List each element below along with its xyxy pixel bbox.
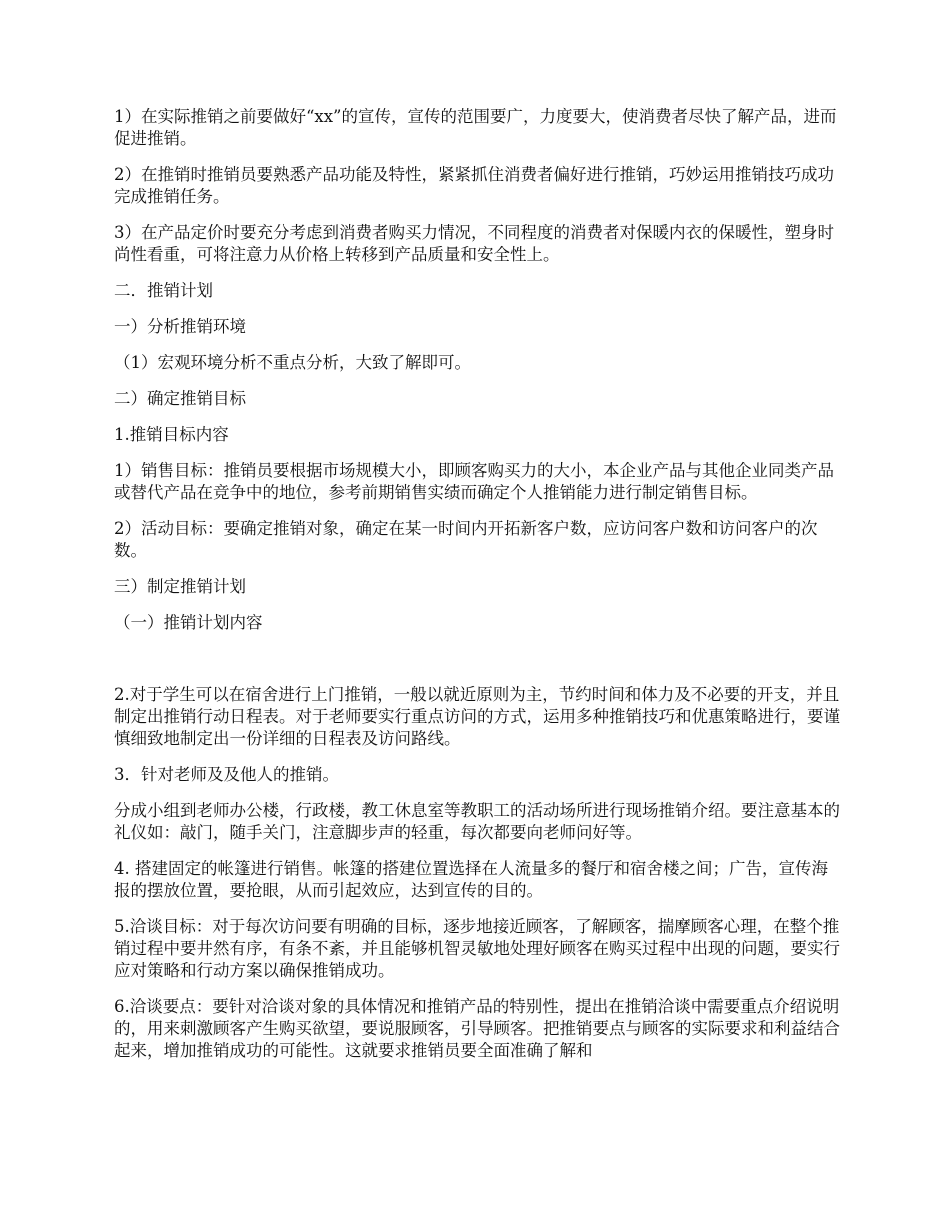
paragraph-pricing: 3）在产品定价时要充分考虑到消费者购买力情况，不同程度的消费者对保暖内衣的保暖性，塑身时尚性看重，可将注意力从价格上转移到产品质量和安全性上。 [114,223,834,264]
paragraph-activity-target: 2）活动目标：要确定推销对象，确定在某一时间内开拓新客户数，应访问客户数和访问客户的次数。 [114,519,818,560]
paragraph-sales-target: 1）销售目标：推销员要根据市场规模大小，即顾客购买力的大小，本企业产品与其他企业同类产品或替代产品在竞争中的地位，参考前期销售实绩而确定个人推销能力进行制定销售目标。 [114,461,834,502]
paragraph-negotiation-points: 6.洽谈要点：要针对洽谈对象的具体情况和推销产品的特别性，提出在推销洽谈中需要重点介绍说明的，用来刺激顾客产生购买欲望，要说服顾客，引导顾客。把推销要点与顾客的实际要求和利益结合起来，增加推销成功的可能性。这就要求推销员要全面准确了解和 [114,997,840,1060]
subsection-heading-targets: 二）确定推销目标 [114,389,246,408]
paragraph-promotion: 1）在实际推销之前要做好“xx”的宣传，宣传的范围要广，力度要大，使消费者尽快了解产品，进而促进推销。 [114,107,837,148]
subsection-heading-plan: 三）制定推销计划 [114,577,246,596]
blank-space [114,648,842,684]
paragraph-student-sales: 2.对于学生可以在宿舍进行上门推销，一般以就近原则为主，节约时间和体力及不必要的开支，并且制定出推销行动日程表。对于老师要实行重点访问的方式，运用多种推销技巧和优惠策略进行，要谨慎细致地制定出一份详细的日程表及访问路线。 [114,685,840,748]
paragraph-tent-sales: 4. 搭建固定的帐篷进行销售。帐篷的搭建位置选择在人流量多的餐厅和宿舍楼之间；广告，宣传海报的摆放位置，要抢眼，从而引起效应，达到宣传的目的。 [114,859,828,900]
paragraph-macro-environment: （1）宏观环境分析不重点分析，大致了解即可。 [114,353,471,372]
paragraph-teacher-sales-heading: 3．针对老师及及他人的推销。 [114,765,339,784]
paragraph-negotiation-goals: 5.洽谈目标：对于每次访问要有明确的目标，逐步地接近顾客，了解顾客，揣摩顾客心理，在整个推销过程中要井然有序，有条不紊，并且能够机智灵敏地处理好顾客在购买过程中出现的问题，要实行应对策略和行动方案以确保推销成功。 [114,917,840,980]
document-body [114,106,842,1076]
heading-plan-content: （一）推销计划内容 [114,613,263,632]
paragraph-office-visits: 分成小组到老师办公楼，行政楼，教工休息室等教职工的活动场所进行现场推销介绍。要注意基本的礼仪如：敲门，随手关门，注意脚步声的轻重，每次都要向老师问好等。 [114,801,840,842]
subsection-heading-environment: 一）分析推销环境 [114,317,246,336]
heading-target-content: 1.推销目标内容 [114,425,229,444]
paragraph-product-knowledge: 2）在推销时推销员要熟悉产品功能及特性，紧紧抓住消费者偏好进行推销，巧妙运用推销技巧成功完成推销任务。 [114,165,834,206]
section-heading-sales-plan: 二．推销计划 [114,281,213,300]
